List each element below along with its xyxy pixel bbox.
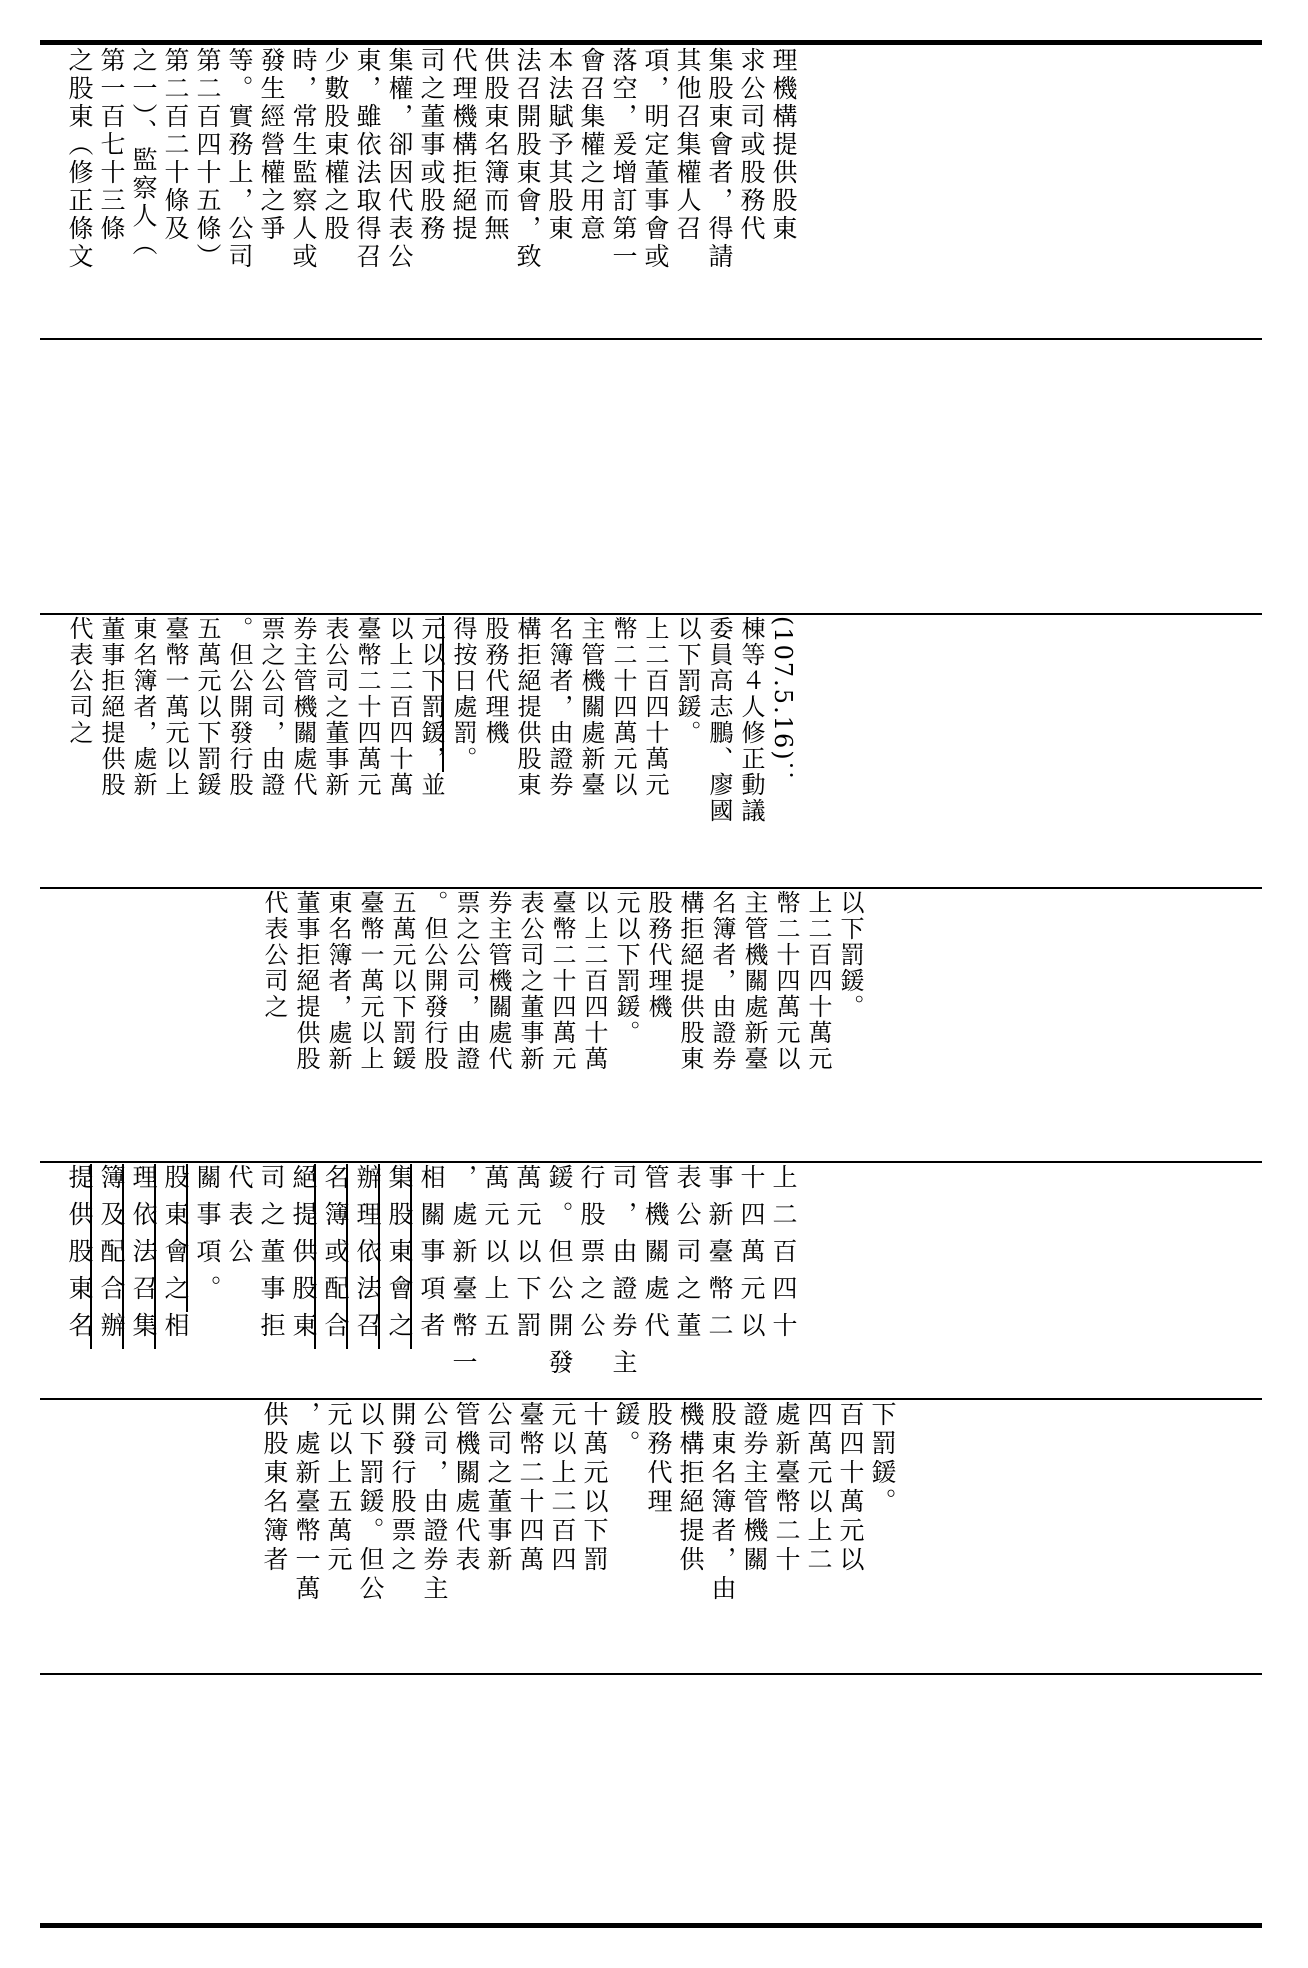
divider-5 bbox=[40, 1398, 1262, 1400]
motion-column bbox=[52, 616, 1262, 886]
band-empty bbox=[40, 1676, 1262, 1922]
band-amendment-text bbox=[40, 1164, 1262, 1397]
current-column bbox=[52, 890, 1262, 1160]
original-text: 下罰鍰。 百四十萬元以 四萬元以上二 處新臺幣二十 證券主管機關 股東名簿者，由 機構拒絕提供 股務代理 鍰。 十萬元以下罰 元以上二百四 臺幣二十四萬 公司之董事新 管機關處代表 公司，由證券主 開發行股票之 以下罰鍰。但公 元以上五萬元 ，處新臺幣一萬 供股東名簿者 bbox=[260, 1401, 897, 1604]
band-explanation bbox=[40, 47, 1262, 337]
divider-2 bbox=[40, 613, 1262, 615]
motion-text: (107.5.16)： 棟等４人修正動議 委員高志鵬、廖國 以下罰鍰。 上二百四十萬元 幣二十四萬元以 主管機關處新臺 名簿者，由證券 構拒絕提供股東 股務代理機 得按日處罰。 元以下罰鍰，並 以上二百四十萬 臺幣二十四萬元 表公司之董事新 券主管機關處代 票之公司，由證 。但公開發行股 五萬元以下罰鍰 臺幣一萬元以上 東名簿者，處新 董事拒絕提供股 代表公司之 bbox=[65, 616, 797, 824]
divider-1 bbox=[40, 338, 1262, 340]
divider-3 bbox=[40, 887, 1262, 889]
current-text: 以下罰鍰。 上二百四十萬元 幣二十四萬元以 主管機關處新臺 名簿者，由證券 構拒絕提供股東 股務代理機 元以下罰鍰。 以上二百四十萬 臺幣二十四萬元 表公司之董事新 券主管機關處代 票之公司，由證 。但公開發行股 五萬元以下罰鍰 臺幣一萬元以上 東名簿者，處新 董事拒絕提供股 代表公司之 bbox=[260, 890, 864, 1072]
top-border bbox=[40, 40, 1262, 45]
amendment-text: 上二百四十 十四萬元以 事新臺幣二 表公司之董 管機關處代 司，由證券主 行股票之公 鍰。但公開發 萬元以下罰 萬元以上五 ，處新臺幣一 相關事項者 集股東會之 辦理依法召 名簿或配合 絕提供股東 司之董事拒 代表公 關事項。 股東會之相 理依法召集 簿及配合辦 提供股東名 bbox=[65, 1164, 798, 1386]
band-original-text bbox=[40, 1401, 1262, 1672]
explanation-column bbox=[52, 47, 1262, 337]
explanation-text: 理機構提供股東 求公司或股務代 集股東會者，得請 其他召集權人召 項，明定董事會或 落空，爰增訂第一 會召集權之用意 本法賦予其股東 法召開股東會，致 供股東名簿而無 代理機構拒絕提 司之董事或股務 集權，卻因代表公 東，雖依法取得召 少數股東權之股 時，常生監察人或 發生經營權之爭 等。實務上，公司 第二百四十五條） 第二百二十條及 之一）、監察人（ 第一百七十三條 之股東（修正條文 bbox=[65, 47, 798, 271]
band-current-text bbox=[40, 890, 1262, 1160]
divider-4 bbox=[40, 1161, 1262, 1163]
amendment-column bbox=[52, 1164, 1262, 1397]
original-column bbox=[52, 1401, 1262, 1672]
divider-6 bbox=[40, 1673, 1262, 1675]
band-motion-text bbox=[40, 616, 1262, 886]
bottom-border bbox=[40, 1923, 1262, 1928]
